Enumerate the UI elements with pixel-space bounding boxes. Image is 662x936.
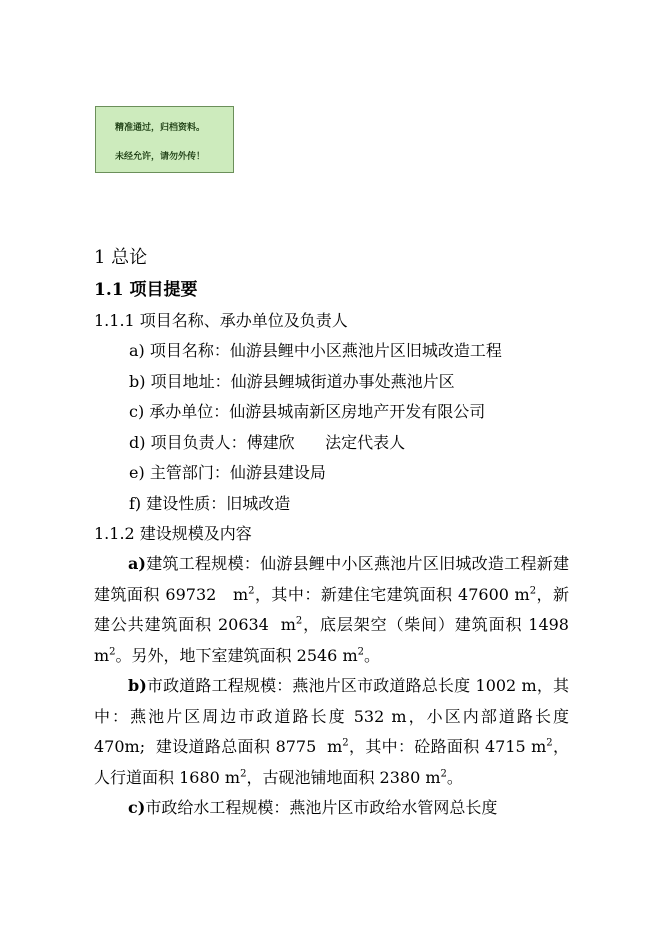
para-text: 市政给水工程规模：燕池片区市政给水管网总长度	[145, 798, 498, 817]
approval-stamp	[95, 106, 234, 173]
superscript: 2	[546, 737, 553, 749]
para-text: ，古砚池铺地面积 2380 m	[246, 767, 441, 787]
paragraph-building-scale	[94, 549, 569, 671]
list-item	[129, 341, 502, 361]
chapter-heading: 1 总论	[94, 247, 148, 268]
list-text: 项目地址：仙游县鲤城街道办事处燕池片区	[150, 372, 455, 391]
subsection-heading-1-1-2: 1.1.2 建设规模及内容	[94, 524, 252, 543]
superscript: 2	[529, 585, 537, 597]
para-marker: a)	[128, 554, 146, 573]
superscript: 2	[295, 615, 303, 627]
para-text: ，其中：砼路面积 4715 m	[348, 737, 547, 756]
para-text: 。另外，地下室建筑面积 2546 m	[115, 645, 358, 665]
superscript: 2	[342, 737, 349, 749]
list-text: 主管部门：仙游县建设局	[149, 463, 326, 482]
list-marker: b)	[129, 372, 146, 391]
superscript: 2	[240, 768, 247, 780]
list-item	[129, 372, 455, 392]
list-item	[129, 402, 485, 422]
superscript: 2	[248, 585, 255, 597]
para-text: ，新建公共建筑面积 20634 m	[94, 584, 569, 634]
section-heading: 1.1 项目提要	[94, 280, 198, 300]
list-marker: f)	[129, 494, 142, 513]
para-marker: c)	[128, 798, 146, 817]
list-text: 项目名称：仙游县鲤中小区燕池片区旧城改造工程	[149, 341, 502, 360]
paragraph-water-scale	[94, 793, 569, 824]
list-item	[129, 433, 405, 453]
list-marker: a)	[129, 341, 145, 360]
paragraph-road-scale	[94, 671, 575, 793]
para-text: 。	[446, 767, 463, 787]
para-text: 。	[364, 645, 381, 665]
list-text: 承办单位：仙游县城南新区房地产开发有限公司	[149, 402, 486, 421]
para-text: ，底层架空（柴间）建筑面积 1498 m	[94, 615, 569, 665]
para-text: ，人行道面积 1680 m	[94, 737, 569, 787]
stamp-line-1: 精准通过，归档资料。	[115, 123, 206, 133]
list-item	[129, 463, 326, 483]
superscript: 2	[357, 646, 364, 658]
list-item	[129, 494, 290, 514]
para-text: 建筑工程规模：仙游县鲤中小区燕池片区旧城改造工程新建建筑面积 69732 m	[94, 554, 569, 604]
list-marker: e)	[129, 463, 145, 482]
superscript: 2	[440, 768, 447, 780]
list-marker: c)	[129, 402, 145, 421]
stamp-line-2: 未经允许，请勿外传！	[115, 152, 206, 162]
para-text: 市政道路工程规模：燕池片区市政道路总长度 1002 m，其中：燕池片区周边市政道路长度 532 m，小区内部道路长度 470m; 建设道路总面积 8775 m	[94, 676, 575, 756]
para-marker: b)	[128, 676, 147, 695]
list-text: 项目负责人：傅建欣 法定代表人	[150, 433, 406, 452]
subsection-heading-1-1-1: 1.1.1 项目名称、承办单位及负责人	[94, 311, 348, 330]
para-text: ，其中：新建住宅建筑面积 47600 m	[254, 584, 530, 604]
superscript: 2	[109, 646, 116, 658]
list-marker: d)	[129, 433, 146, 452]
list-text: 建设性质：旧城改造	[146, 494, 291, 513]
